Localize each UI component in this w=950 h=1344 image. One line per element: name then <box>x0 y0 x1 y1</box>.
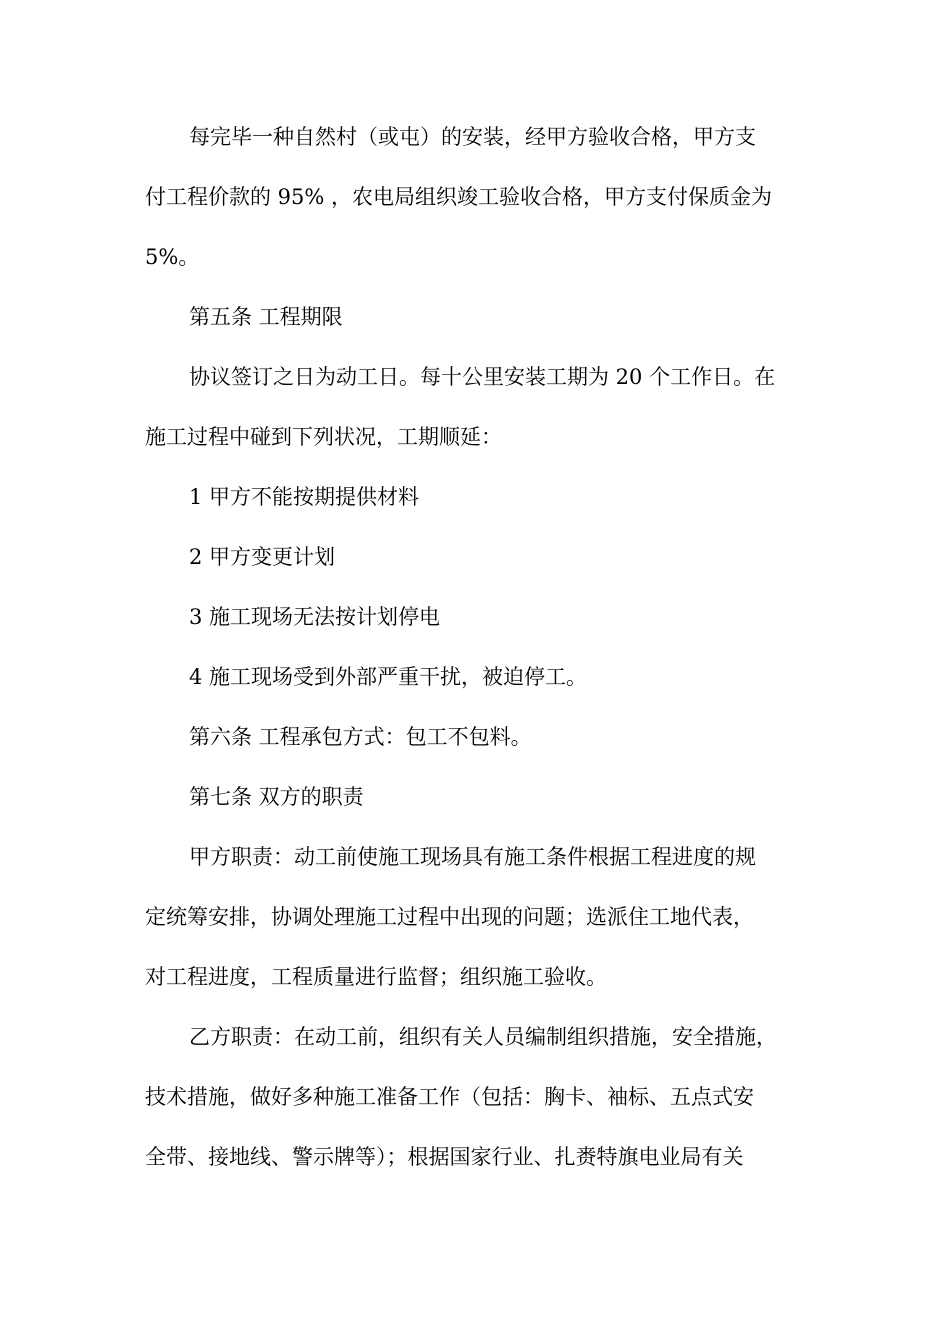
text-line: 定统筹安排，协调处理施工过程中出现的问题；选派住工地代表， <box>145 905 754 929</box>
section-heading: 第五条 工程期限 <box>189 305 343 329</box>
section-heading: 第七条 双方的职责 <box>189 785 364 809</box>
text-line: 乙方职责：在动工前，组织有关人员编制组织措施，安全措施， <box>189 1025 777 1049</box>
text-line: 协议签订之日为动工日。每十公里安装工期为 20 个工作日。在 <box>189 365 776 389</box>
list-item: 2 甲方变更计划 <box>189 545 336 569</box>
text-line: 对工程进度，工程质量进行监督；组织施工验收。 <box>145 965 607 989</box>
section-heading: 第六条 工程承包方式：包工不包料。 <box>189 725 532 749</box>
text-line: 全带、接地线、警示牌等）；根据国家行业、扎赉特旗电业局有关 <box>145 1145 744 1169</box>
list-item: 1 甲方不能按期提供材料 <box>189 485 420 509</box>
list-item: 3 施工现场无法按计划停电 <box>189 605 441 629</box>
text-line: 甲方职责：动工前使施工现场具有施工条件根据工程进度的规 <box>189 845 756 869</box>
text-line: 付工程价款的 95% ，农电局组织竣工验收合格，甲方支付保质金为 <box>145 185 773 209</box>
text-line: 技术措施，做好多种施工准备工作（包括：胸卡、袖标、五点式安 <box>145 1085 754 1109</box>
text-line: 5%。 <box>145 245 200 269</box>
text-line: 施工过程中碰到下列状况，工期顺延： <box>145 425 502 449</box>
list-item: 4 施工现场受到外部严重干扰，被迫停工。 <box>189 665 588 689</box>
text-line: 每完毕一种自然村（或屯）的安装，经甲方验收合格，甲方支 <box>189 125 756 149</box>
